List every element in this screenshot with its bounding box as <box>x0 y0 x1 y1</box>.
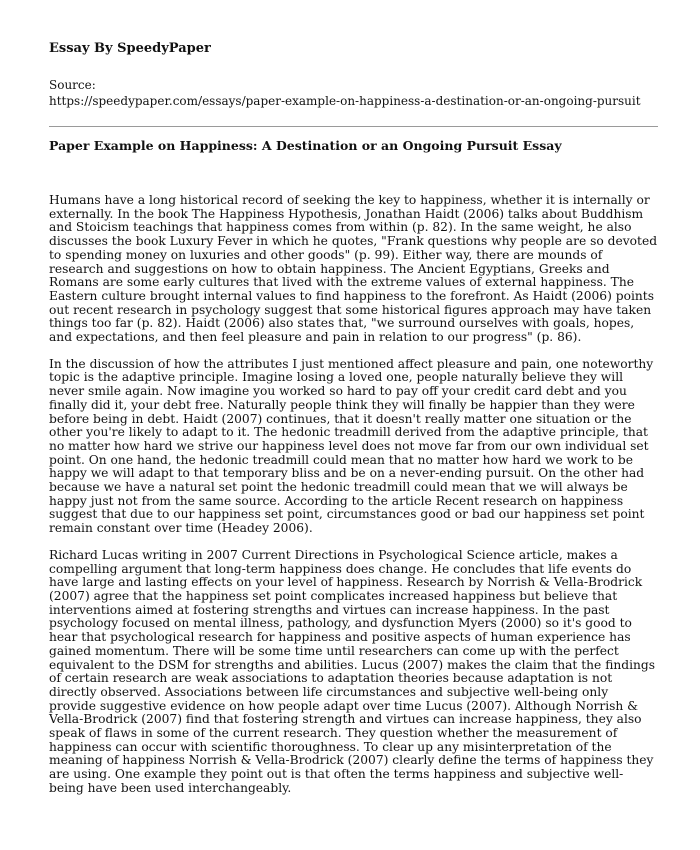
essay-body <box>49 194 658 796</box>
paragraph-1: Humans have a long historical record of seeking the key to happiness, whether it is internally or externally. In the book The Happiness Hypothesis, Jonathan Haidt (2006) talks about Buddhism and Stoicism teachings that happiness comes from within (p. 82). In the same weight, he also discusses the book Luxury Fever in which he quotes, "Frank questions why people are so devoted to spending money on luxuries and other goods" (p. 99). Either way, there are mounds of research and suggestions on how to obtain happiness. The Ancient Egyptians, Greeks and Romans are some early cultures that lived with the extreme values of external happiness. The Eastern culture brought internal values to find happiness to the forefront. As Haidt (2006) points out recent research in psychology suggest that some historical figures approach may have taken things too far (p. 82). Haidt (2006) also states that, "we surround ourselves with goals, hopes, and expectations, and then feel pleasure and pain in relation to our progress" (p. 86). <box>49 193 658 345</box>
essay-title: Paper Example on Happiness: A Destination or an Ongoing Pursuit Essay <box>49 138 562 153</box>
paragraph-2: In the discussion of how the attributes I just mentioned affect pleasure and pain, one noteworthy topic is the adaptive principle. Imagine losing a loved one, people naturally believe they will never smile again. Now imagine you worked so hard to pay off your credit card debt and you finally did it, your debt free. Naturally people think they will finally be happier than they were before being in debt. Haidt (2007) continues, that it doesn't really matter one situation or the other you're likely to adapt to it. The hedonic treadmill derived from the adaptive principle, that no matter how hard we strive our happiness level does not move far from our own individual set point. On one hand, the hedonic treadmill could mean that no matter how hard we work to be happy we will adapt to that temporary bliss and be on a never-ending pursuit. On the other had because we have a natural set point the hedonic treadmill could mean that we will always be happy just not from the same source. According to the article Recent research on happiness suggest that due to our happiness set point, circumstances good or bad our happiness set point remain constant over time (Headey 2006). <box>49 356 654 536</box>
source-url[interactable]: https://speedypaper.com/essays/paper-example-on-happiness-a-destination-or-an-ongoing-pursuit <box>49 94 641 108</box>
brand-heading: Essay By SpeedyPaper <box>49 41 211 56</box>
source-label: Source: <box>49 78 96 92</box>
header-divider <box>49 126 658 127</box>
paragraph-3: Richard Lucas writing in 2007 Current Directions in Psychological Science article, makes a compelling argument that long-term happiness does change. He concludes that life events do have large and lasting effects on your level of happiness. Research by Norrish & Vella-Brodrick (2007) agree that the happiness set point complicates increased happiness but believe that interventions aimed at fostering strengths and virtues can increase happiness. In the past psychology focused on mental illness, pathology, and dysfunction Myers (2000) so it's good to hear that psychological research for happiness and positive aspects of human experience has gained momentum. There will be some time until researchers can come up with the perfect equivalent to the DSM for strengths and abilities. Lucus (2007) makes the claim that the findings of certain research are weak associations to adaptation theories because adaptation is not directly observed. Associations between life circumstances and subjective well-being only provide suggestive evidence on how people adapt over time Lucus (2007). Although Norrish & Vella-Brodrick (2007) find that fostering strength and virtues can increase happiness, they also speak of flaws in some of the current research. They question whether the measurement of happiness can occur with scientific thoroughness. To clear up any misinterpretation of the meaning of happiness Norrish & Vella-Brodrick (2007) clearly define the terms of happiness they are using. One example they point out is that often the terms happiness and subjective well-being have been used interchangeably. <box>49 547 656 795</box>
